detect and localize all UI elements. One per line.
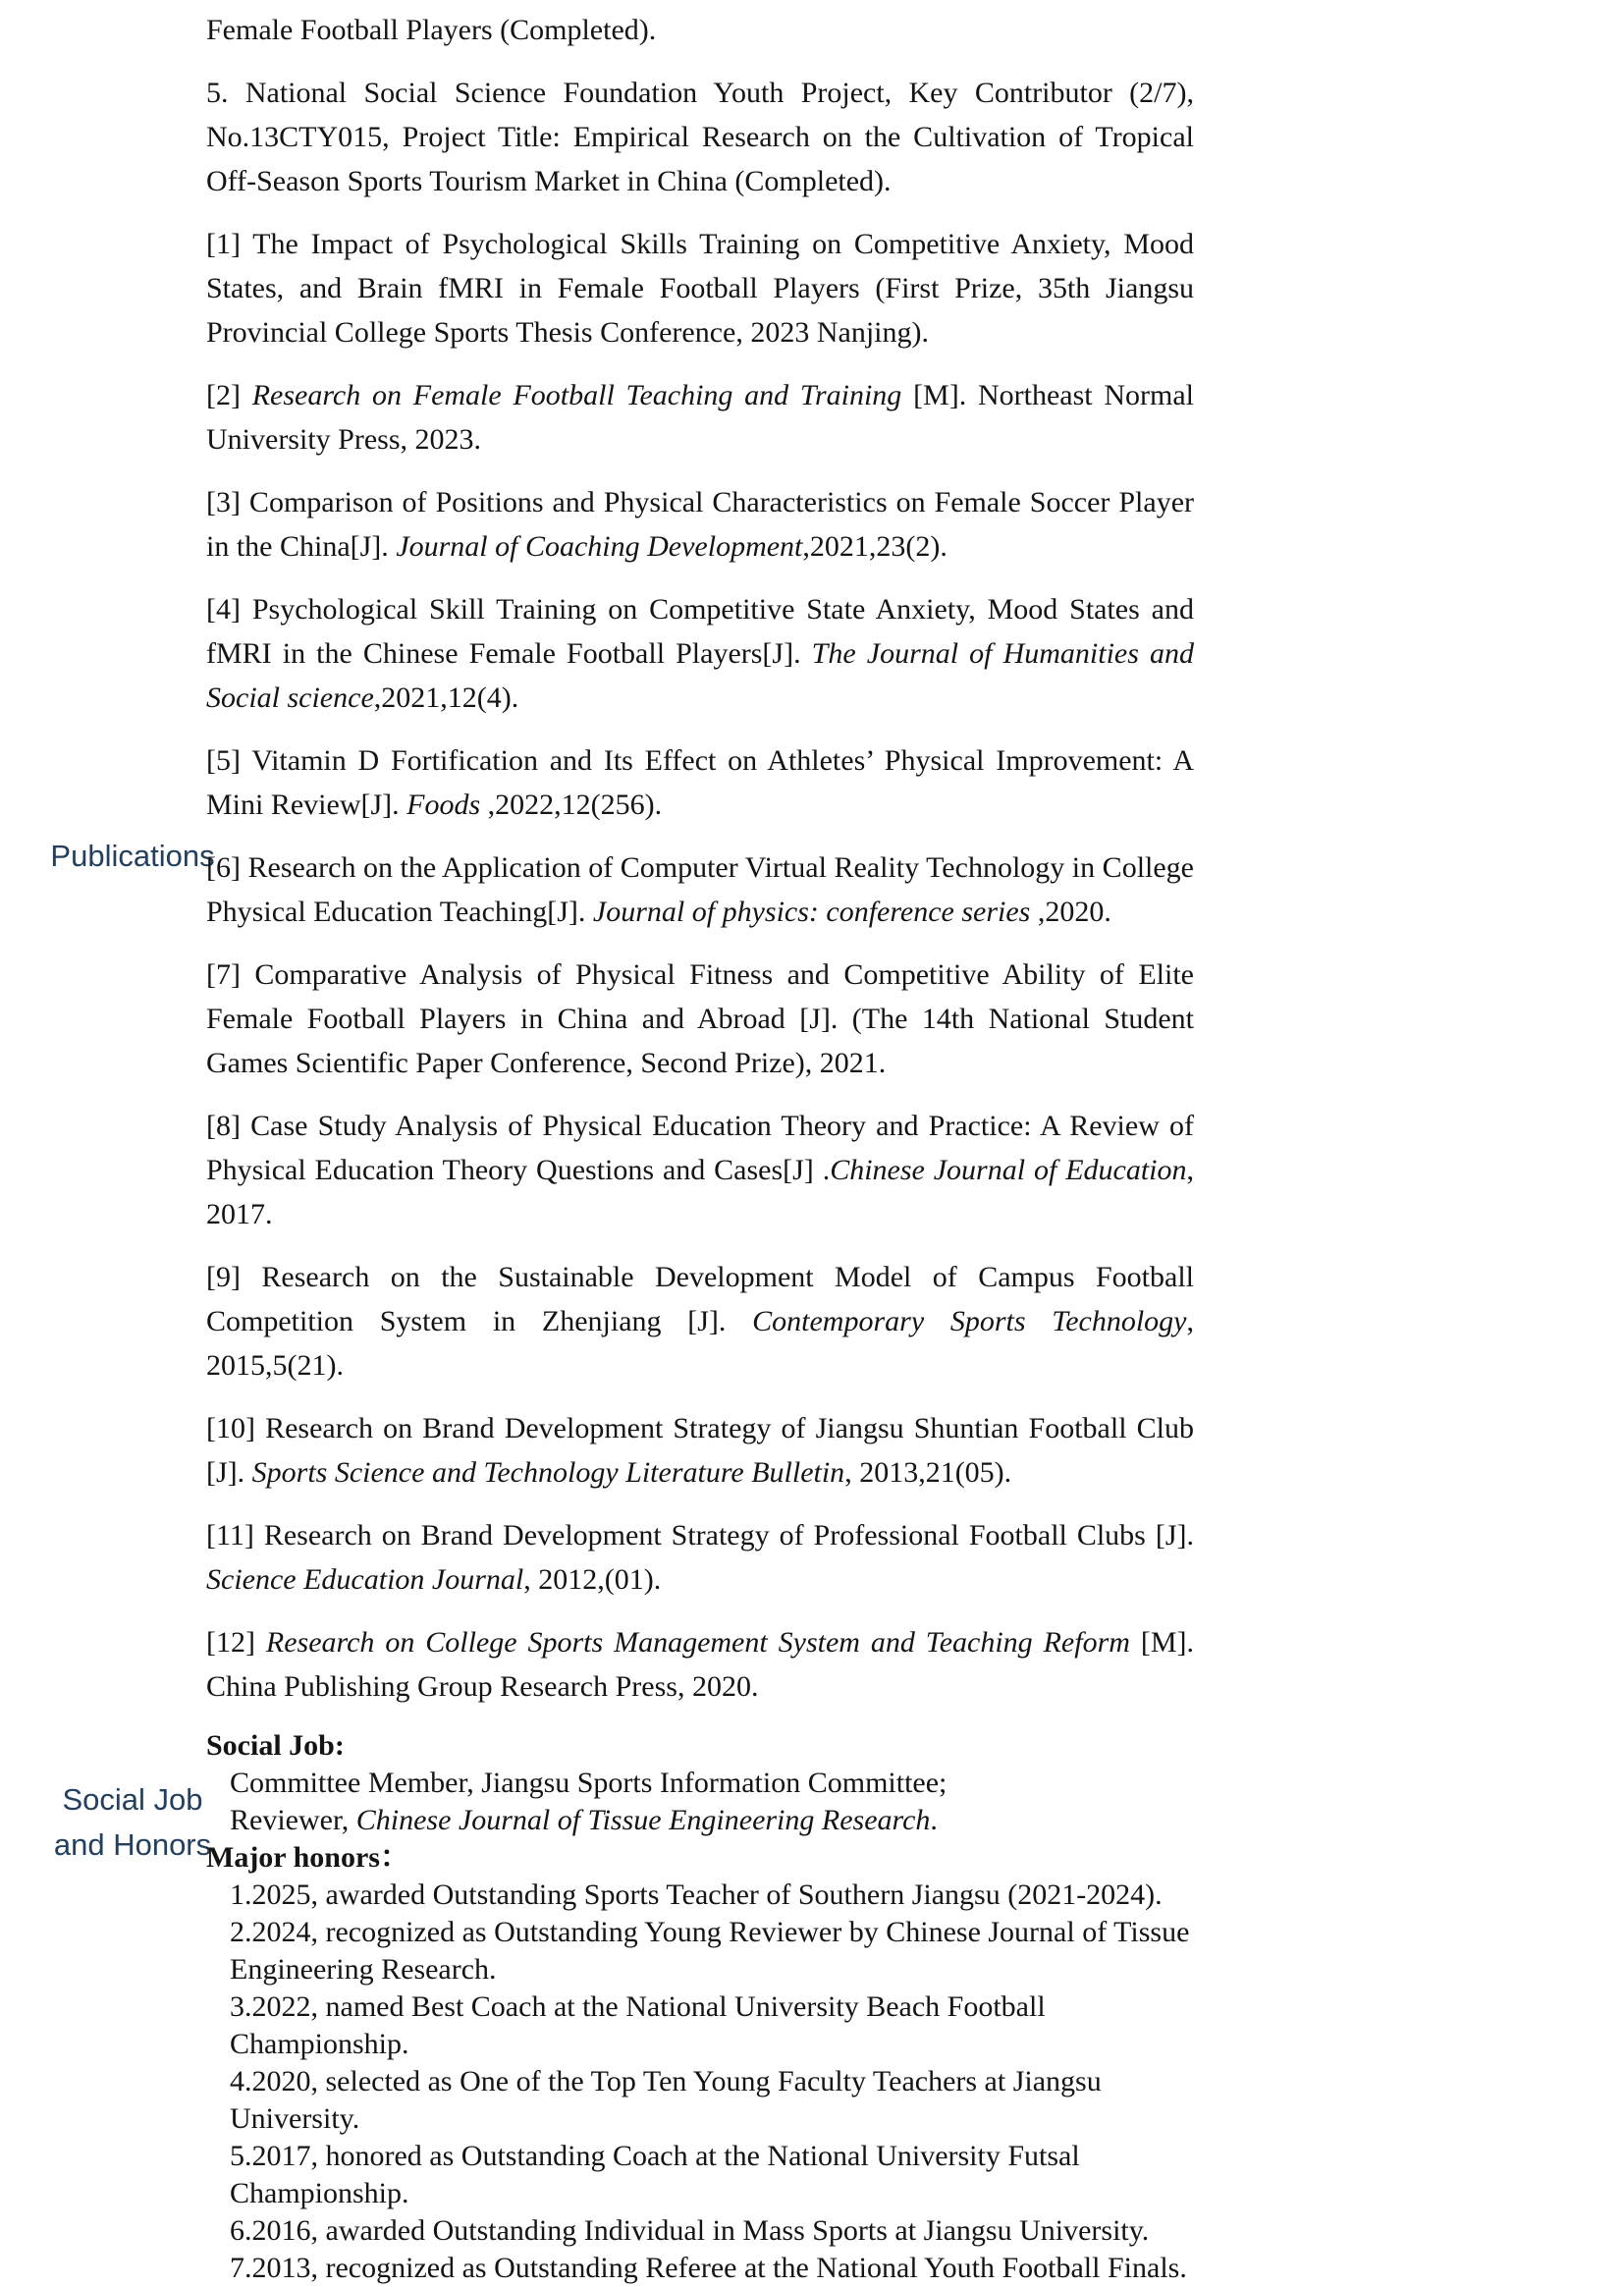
honor-item: 4.2020, selected as One of the Top Ten Young Faculty Teachers at Jiangsu University. [230,2065,1102,2135]
social-job-item: Committee Member, Jiangsu Sports Information Committee; [230,1767,947,1799]
publication-entry: [10] Research on Brand Development Strategy of Jiangsu Shuntian Football Club [J]. Sports Science and Technology Literature Bulletin, 2013,21(05). [206,1412,1194,1489]
social-label-line2: and Honors [53,1827,212,1862]
publication-entry: [2] Research on Female Football Teaching and Training [M]. Northeast Normal University Press, 2023. [206,379,1194,456]
publication-entry: [4] Psychological Skill Training on Competitive State Anxiety, Mood States and fMRI in the Chinese Female Football Players[J]. The Journal of Humanities and Social science,2021,12(4). [206,593,1194,714]
paragraph-continuation-line: Female Football Players (Completed). [206,14,657,46]
publication-entry: [3] Comparison of Positions and Physical Characteristics on Female Soccer Player in the China[J]. Journal of Coaching Development,2021,23(2). [206,486,1194,563]
honor-item: 3.2022, named Best Coach at the National University Beach Football Championship. [230,1990,1046,2060]
publication-entry: [7] Comparative Analysis of Physical Fitness and Competitive Ability of Elite Female Football Players in China and Abroad [J]. (The 14th National Student Games Scientific Paper Conference, Second Prize), 2021. [206,958,1194,1079]
honor-item: 6.2016, awarded Outstanding Individual in Mass Sports at Jiangsu University. [230,2214,1150,2247]
honor-item: 5.2017, honored as Outstanding Coach at the National University Futsal Championship. [230,2140,1080,2209]
publication-entry: [9] Research on the Sustainable Development Model of Campus Football Competition System in Zhenjiang [J]. Contemporary Sports Technology, 2015,5(21). [206,1261,1194,1382]
social-job-heading: Social Job: [206,1729,345,1762]
major-honors-heading: Major honors： [206,1841,409,1874]
publication-entry: [6] Research on the Application of Computer Virtual Reality Technology in College Physical Education Teaching[J]. Journal of physics: conference series ,2020. [206,851,1194,928]
social-job-item: Reviewer, Chinese Journal of Tissue Engineering Research. [230,1804,938,1836]
publication-entry: [1] The Impact of Psychological Skills Training on Competitive Anxiety, Mood States, and Brain fMRI in Female Football Players (First Prize, 35th Jiangsu Provincial College Sports Thesis Conference, 2023 Nanjing). [206,228,1194,349]
document-body [206,8,1194,2287]
publication-entry: [8] Case Study Analysis of Physical Education Theory and Practice: A Review of Physical Education Theory Questions and Cases[J] .Chinese Journal of Education, 2017. [206,1110,1195,1230]
publications-section-label: Publications [50,839,215,873]
publication-entry: [11] Research on Brand Development Strategy of Professional Football Clubs [J]. Science Education Journal, 2012,(01). [206,1519,1194,1596]
honor-item: 1.2025, awarded Outstanding Sports Teacher of Southern Jiangsu (2021-2024). [230,1879,1163,1911]
publication-entry: [12] Research on College Sports Management System and Teaching Reform [M]. China Publishing Group Research Press, 2020. [206,1626,1194,1703]
publication-entry: [5] Vitamin D Fortification and Its Effect on Athletes’ Physical Improvement: A Mini Review[J]. Foods ,2022,12(256). [206,744,1194,821]
grant-item-5: 5. National Social Science Foundation Youth Project, Key Contributor (2/7), No.13CTY015, Project Title: Empirical Research on the Cultivation of Tropical Off-Season Sports Tourism Market in China (Completed). [206,77,1194,197]
honor-item: 7.2013, recognized as Outstanding Referee at the National Youth Football Finals. [230,2252,1187,2284]
honor-item: 2.2024, recognized as Outstanding Young Reviewer by Chinese Journal of Tissue Engineering Research. [230,1916,1190,1986]
social-label-line1: Social Job [62,1782,203,1817]
